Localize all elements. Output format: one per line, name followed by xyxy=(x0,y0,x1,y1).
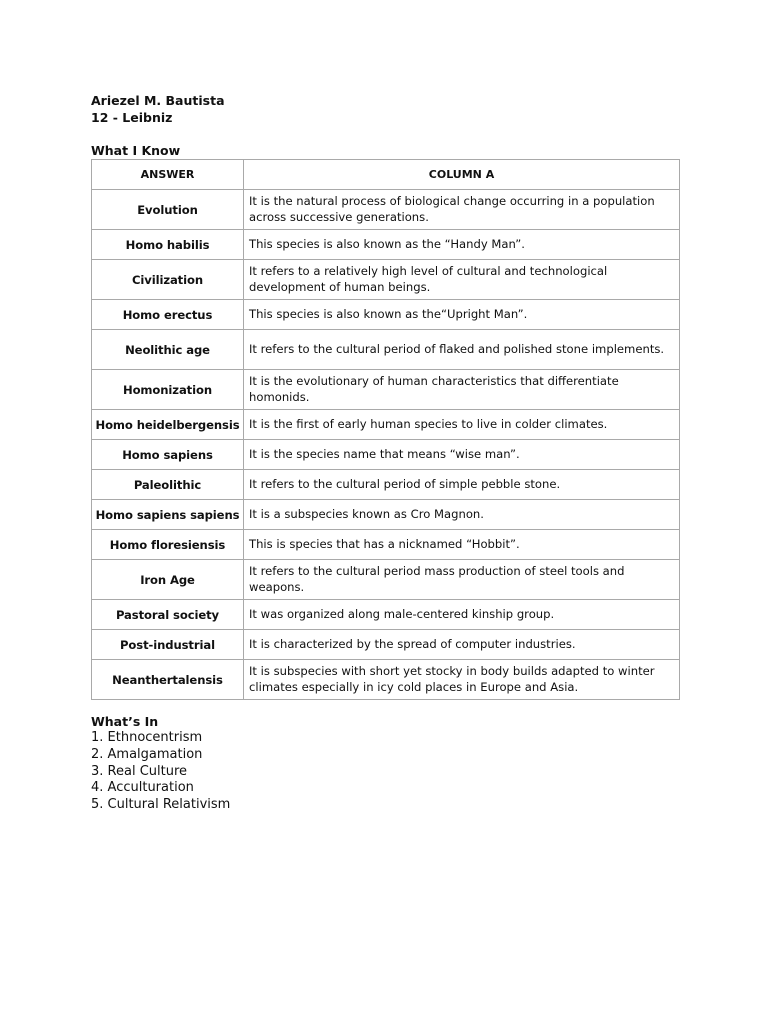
description-cell: This is species that has a nicknamed “Hobbit”. xyxy=(244,530,680,560)
table-row xyxy=(92,530,680,560)
student-name: Ariezel M. Bautista xyxy=(91,93,225,108)
description-cell: It refers to the cultural period mass production of steel tools and weapons. xyxy=(244,560,680,600)
answer-cell: Neanthertalensis xyxy=(92,660,244,700)
student-section: 12 - Leibniz xyxy=(91,109,173,125)
list-item: 4. Acculturation xyxy=(91,780,194,796)
table-row xyxy=(92,370,680,410)
table-row xyxy=(92,560,680,600)
answer-cell: Homo heidelbergensis xyxy=(92,410,244,440)
answer-cell: Civilization xyxy=(92,260,244,300)
description-cell: This species is also known as the“Upright Man”. xyxy=(244,300,680,330)
description-cell: It is the evolutionary of human characteristics that differentiate homonids. xyxy=(244,370,680,410)
answer-cell: Homo habilis xyxy=(92,230,244,260)
table-row xyxy=(92,470,680,500)
whats-in-list xyxy=(91,730,691,814)
answer-cell: Homo sapiens sapiens xyxy=(92,500,244,530)
document-page xyxy=(91,93,691,814)
table-row xyxy=(92,410,680,440)
answer-column-header: ANSWER xyxy=(92,160,244,190)
answer-cell: Iron Age xyxy=(92,560,244,600)
description-cell: It is the species name that means “wise man”. xyxy=(244,440,680,470)
list-item: 5. Cultural Relativism xyxy=(91,797,231,813)
list-item: 1. Ethnocentrism xyxy=(91,730,203,745)
answer-cell: Homo sapiens xyxy=(92,440,244,470)
answer-cell: Post-industrial xyxy=(92,630,244,660)
description-cell: It was organized along male-centered kinship group. xyxy=(244,600,680,630)
description-cell: It is the natural process of biological change occurring in a population across successive generations. xyxy=(244,190,680,230)
table-row xyxy=(92,500,680,530)
table-row xyxy=(92,190,680,230)
description-cell: This species is also known as the “Handy Man”. xyxy=(244,230,680,260)
answer-cell: Evolution xyxy=(92,190,244,230)
description-cell: It is a subspecies known as Cro Magnon. xyxy=(244,500,680,530)
table-row xyxy=(92,300,680,330)
table-row xyxy=(92,230,680,260)
answer-cell: Pastoral society xyxy=(92,600,244,630)
table-row xyxy=(92,440,680,470)
answer-cell: Neolithic age xyxy=(92,330,244,370)
table-row xyxy=(92,660,680,700)
description-cell: It refers to the cultural period of flaked and polished stone implements. xyxy=(244,330,680,370)
answer-cell: Homo floresiensis xyxy=(92,530,244,560)
table-row xyxy=(92,330,680,370)
table-row xyxy=(92,260,680,300)
description-cell: It refers to the cultural period of simple pebble stone. xyxy=(244,470,680,500)
list-item: 2. Amalgamation xyxy=(91,746,203,762)
description-cell: It is the first of early human species to live in colder climates. xyxy=(244,410,680,440)
whats-in-heading: What’s In xyxy=(91,714,159,729)
answer-cell: Homo erectus xyxy=(92,300,244,330)
column-a-header: COLUMN A xyxy=(244,160,680,190)
table-row xyxy=(92,600,680,630)
description-cell: It is subspecies with short yet stocky in body builds adapted to winter climates especially in icy cold places in Europe and Asia. xyxy=(244,660,680,700)
answers-table xyxy=(91,159,680,700)
list-item: 3. Real Culture xyxy=(91,763,188,779)
answer-cell: Homonization xyxy=(92,370,244,410)
table-header-row xyxy=(92,160,680,190)
description-cell: It refers to a relatively high level of cultural and technological development of human beings. xyxy=(244,260,680,300)
description-cell: It is characterized by the spread of computer industries. xyxy=(244,630,680,660)
answer-cell: Paleolithic xyxy=(92,470,244,500)
table-row xyxy=(92,630,680,660)
what-i-know-heading: What I Know xyxy=(91,143,181,158)
